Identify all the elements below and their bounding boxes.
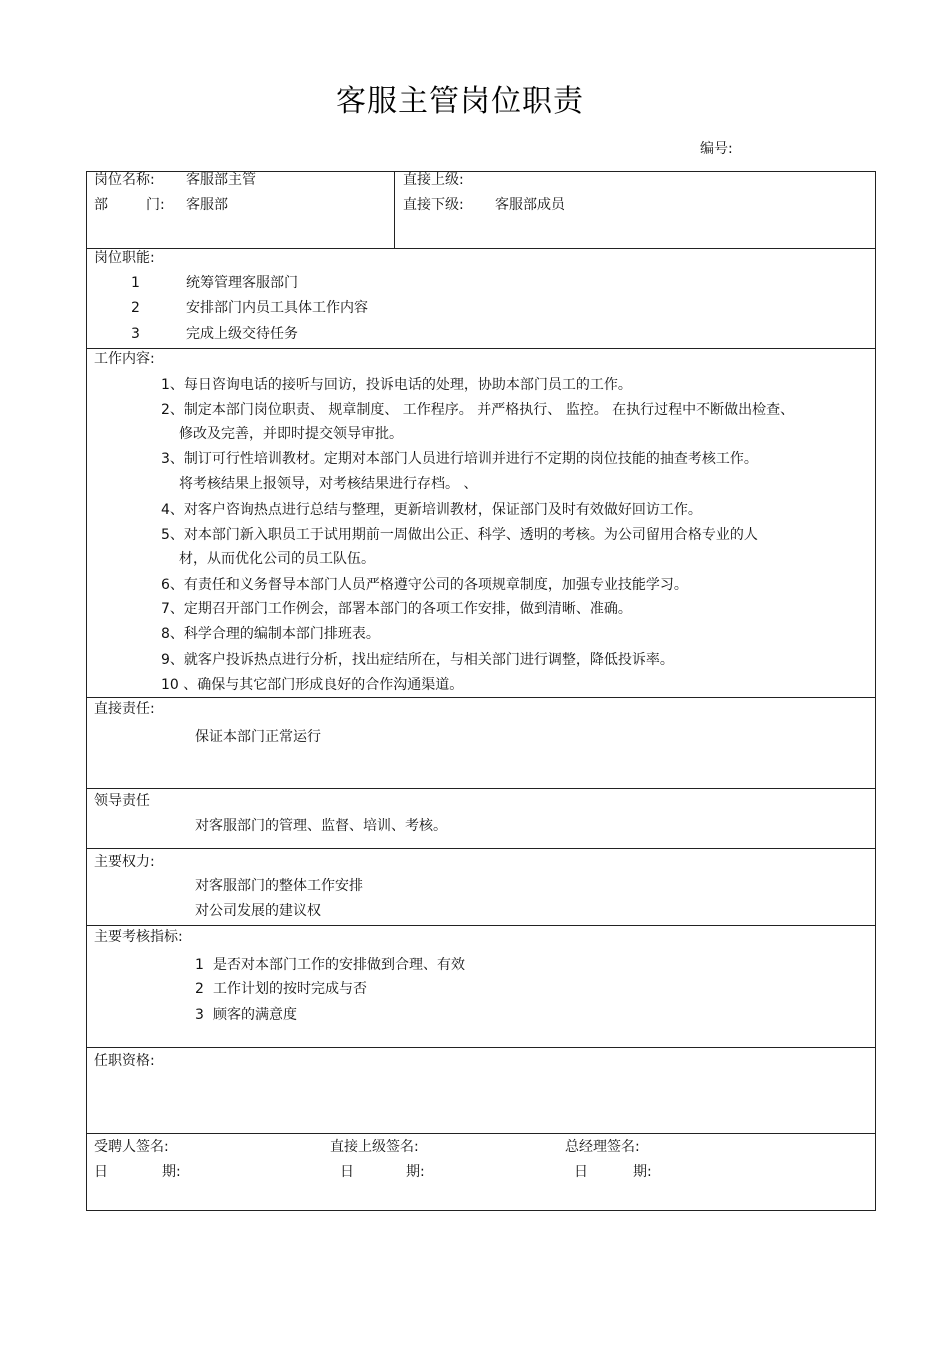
superior-date-label-a: 日 xyxy=(340,1164,354,1180)
position-name-value: 客服部主管 xyxy=(186,172,256,188)
superior-label: 直接上级: xyxy=(403,172,464,188)
kpi-text: 工作计划的按时完成与否 xyxy=(213,981,367,997)
qualification-heading: 任职资格: xyxy=(94,1053,155,1069)
manager-date-label-a: 日 xyxy=(574,1164,588,1180)
kpi-text: 顾客的满意度 xyxy=(213,1007,297,1023)
work-line: 将考核结果上报领导，对考核结果进行存档。 、 xyxy=(179,476,478,492)
function-text: 安排部门内员工具体工作内容 xyxy=(186,300,368,316)
direct-resp-text: 保证本部门正常运行 xyxy=(195,729,321,745)
kpi-heading: 主要考核指标: xyxy=(94,929,183,945)
function-num: 2 xyxy=(131,300,140,316)
dept-label-part2: 门: xyxy=(146,197,165,213)
work-line: 8、科学合理的编制本部门排班表。 xyxy=(161,626,380,642)
kpi-num: 1 xyxy=(195,957,204,973)
superior-signature-label: 直接上级签名: xyxy=(330,1139,419,1155)
direct-resp-heading: 直接责任: xyxy=(94,701,155,717)
work-line: 2、制定本部门岗位职责、 规章制度、 工作程序。 并严格执行、 监控。 在执行过程中不断做出检查、 xyxy=(161,402,795,418)
lead-resp-text: 对客服部门的管理、监督、培训、考核。 xyxy=(195,818,447,834)
work-line: 3、制订可行性培训教材。定期对本部门人员进行培训并进行不定期的岗位技能的抽查考核工作。 xyxy=(161,451,758,467)
dept-value: 客服部 xyxy=(186,197,228,213)
header-divider xyxy=(394,171,395,248)
work-line: 1、每日咨询电话的接听与回访，投诉电话的处理，协助本部门员工的工作。 xyxy=(161,377,632,393)
power-item: 对客服部门的整体工作安排 xyxy=(195,878,363,894)
serial-number xyxy=(700,138,737,158)
power-heading: 主要权力: xyxy=(94,854,155,870)
work-heading: 工作内容: xyxy=(94,351,155,367)
manager-date-label-b: 期: xyxy=(633,1164,652,1180)
work-line: 6、有责任和义务督导本部门人员严格遵守公司的各项规章制度，加强专业技能学习。 xyxy=(161,577,688,593)
work-line: 4、对客户咨询热点进行总结与整理，更新培训教材，保证部门及时有效做好回访工作。 xyxy=(161,502,702,518)
work-line: 10 、确保与其它部门形成良好的合作沟通渠道。 xyxy=(161,677,464,693)
kpi-text: 是否对本部门工作的安排做到合理、有效 xyxy=(213,957,465,973)
function-num: 3 xyxy=(131,326,140,342)
employee-date-label-b: 期: xyxy=(162,1164,181,1180)
row-line-kpi xyxy=(86,1047,876,1048)
row-line-direct xyxy=(86,788,876,789)
subordinate-label: 直接下级: xyxy=(403,197,464,213)
employee-signature-label: 受聘人签名: xyxy=(94,1139,169,1155)
manager-signature-label: 总经理签名: xyxy=(565,1139,640,1155)
subordinate-value: 客服部成员 xyxy=(495,197,565,213)
work-line: 材，从而优化公司的员工队伍。 xyxy=(179,551,375,567)
lead-resp-heading: 领导责任 xyxy=(94,793,150,809)
row-line-work xyxy=(86,697,876,698)
power-item: 对公司发展的建议权 xyxy=(195,903,321,919)
row-line-power xyxy=(86,925,876,926)
page-title: 客服主管岗位职责 xyxy=(336,84,584,119)
work-line: 9、就客户投诉热点进行分析，找出症结所在，与相关部门进行调整，降低投诉率。 xyxy=(161,652,674,668)
work-line: 5、对本部门新入职员工于试用期前一周做出公正、科学、透明的考核。为公司留用合格专业的人 xyxy=(161,527,758,543)
work-line: 修改及完善，并即时提交领导审批。 xyxy=(179,426,403,442)
row-line-functions xyxy=(86,348,876,349)
position-name-label: 岗位名称: xyxy=(94,172,155,188)
kpi-num: 3 xyxy=(195,1007,204,1023)
employee-date-label-a: 日 xyxy=(94,1164,108,1180)
row-line-header xyxy=(86,248,876,249)
function-num: 1 xyxy=(131,275,140,291)
row-line-qualification xyxy=(86,1133,876,1134)
dept-label-part1: 部 xyxy=(94,197,108,213)
kpi-num: 2 xyxy=(195,981,204,997)
serial-label: 编号: xyxy=(700,141,733,157)
superior-date-label-b: 期: xyxy=(406,1164,425,1180)
function-text: 完成上级交待任务 xyxy=(186,326,298,342)
row-line-lead xyxy=(86,848,876,849)
work-line: 7、定期召开部门工作例会，部署本部门的各项工作安排，做到清晰、准确。 xyxy=(161,601,632,617)
function-text: 统筹管理客服部门 xyxy=(186,275,298,291)
functions-heading: 岗位职能: xyxy=(94,250,155,266)
